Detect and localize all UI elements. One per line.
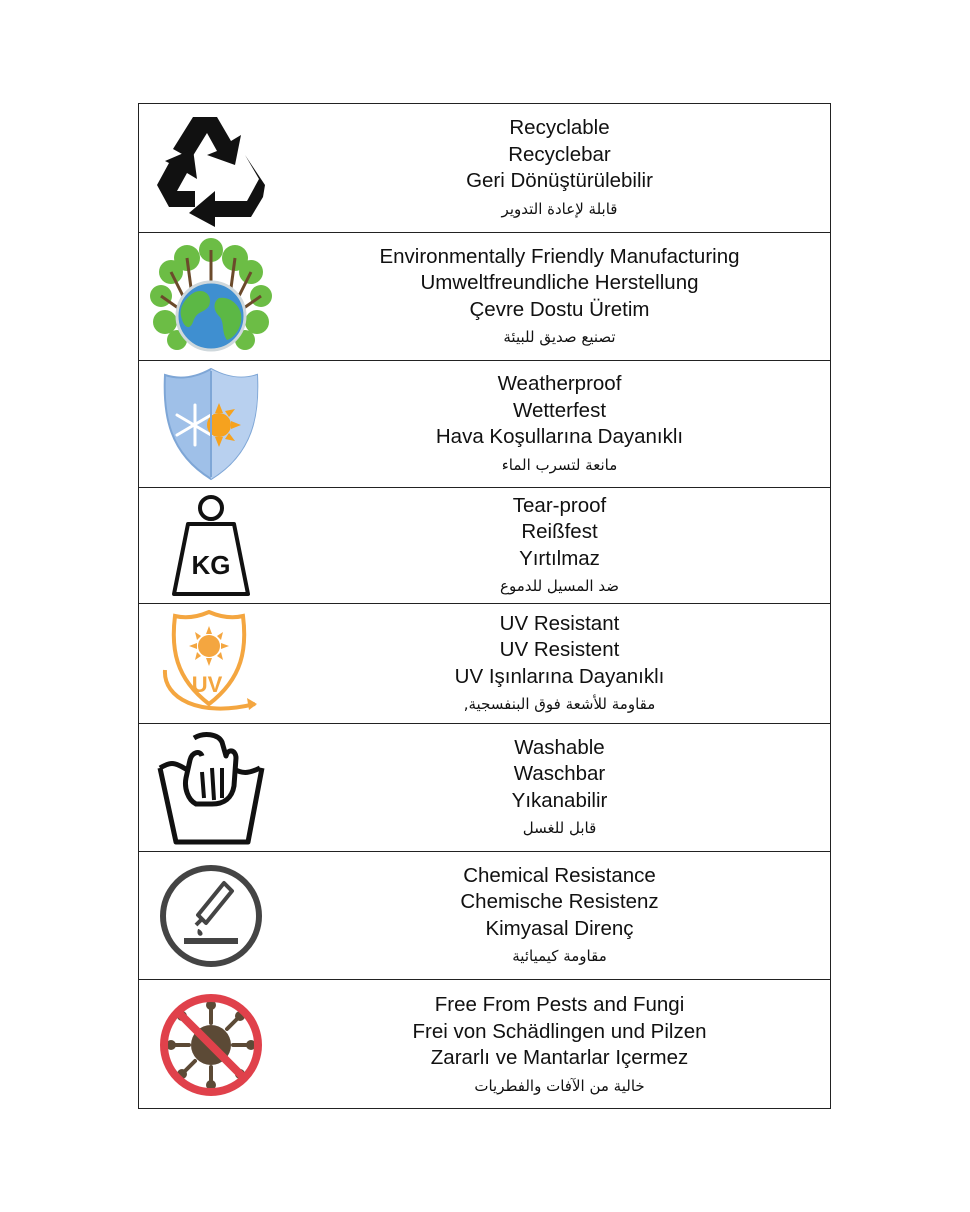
feature-label-tr: UV Işınlarına Dayanıklı [454,664,665,688]
feature-row-weatherproof [139,361,830,488]
feature-row-pest-free [139,980,830,1110]
feature-label-en: Environmentally Friendly Manufacturing [379,244,740,268]
uv-shield-icon [147,608,275,719]
feature-label-de: Chemische Resistenz [460,890,659,914]
feature-label-de: Wetterfest [512,398,607,422]
hand-wash-icon [147,728,275,847]
feature-label-ar: مانعة لتسرب الماء [501,455,618,474]
feature-row-uv-resistant [139,604,830,724]
feature-label-tr: Yırtılmaz [519,546,600,570]
feature-label-en: Washable [514,735,605,759]
feature-label-de: Reißfest [521,520,598,544]
feature-label-en: UV Resistant [499,611,620,635]
feature-row-chemical-resistance [139,852,830,980]
feature-label-en: Weatherproof [497,372,622,396]
recycle-icon [147,108,275,228]
feature-label-ar: تصنيع صديق للبيئة [503,328,616,347]
weather-shield-icon [147,365,275,483]
feature-label-de: Frei von Schädlingen und Pilzen [412,1019,707,1043]
feature-row-washable [139,724,830,852]
feature-row-recyclable [139,104,830,233]
feature-label-ar: مقاومة كيميائية [512,947,607,966]
feature-label-en: Free From Pests and Fungi [434,993,685,1017]
feature-label-tr: Çevre Dostu Üretim [469,297,650,321]
feature-label-tr: Yıkanabilir [511,788,608,812]
feature-label-de: Umweltfreundliche Herstellung [420,271,699,295]
feature-label-ar: مقاومة للأشعة فوق البنفسجية, [463,695,656,714]
no-pests-icon [147,984,275,1106]
feature-label-de: Waschbar [513,762,606,786]
feature-row-tear-proof [139,488,830,604]
feature-label-tr: Hava Koşullarına Dayanıklı [435,425,684,449]
eco-earth-trees-icon [147,237,275,356]
feature-label-ar: قابلة لإعادة التدوير [501,199,618,218]
uv-label: UV [191,671,223,697]
feature-label-tr: Geri Dönüştürülebilir [466,169,653,193]
feature-label-en: Tear-proof [512,493,607,517]
feature-label-ar: قابل للغسل [522,819,597,838]
feature-label-de: UV Resistent [499,638,620,662]
feature-label-en: Recyclable [509,116,610,140]
feature-label-de: Recyclebar [508,142,611,166]
feature-label-tr: Zararlı ve Mantarlar Içermez [430,1046,689,1070]
feature-label-ar: ضد المسيل للدموع [500,577,619,596]
feature-label-ar: خالية من الآفات والفطريات [474,1076,645,1095]
features-table [138,103,831,1109]
chemical-resistance-icon [147,856,275,975]
feature-row-eco-friendly [139,233,830,361]
kg-label: KG [191,549,231,580]
feature-label-tr: Kimyasal Direnç [485,916,634,940]
feature-label-en: Chemical Resistance [463,863,656,887]
kg-weight-icon [147,492,275,599]
